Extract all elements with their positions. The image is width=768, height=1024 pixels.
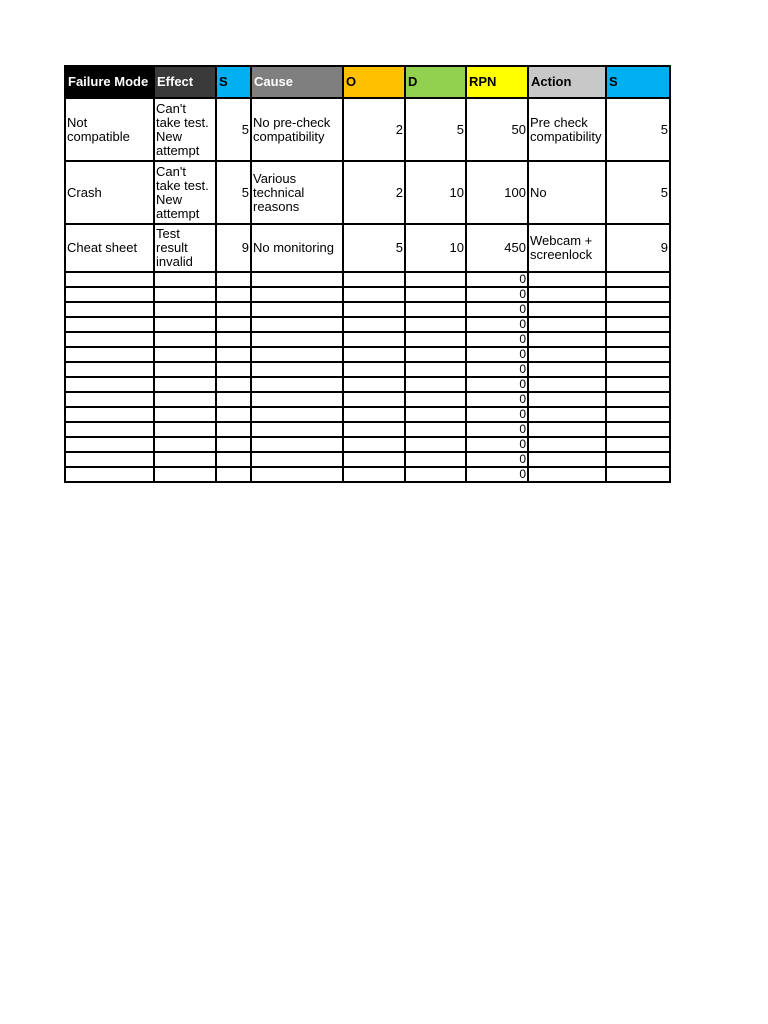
cell-action[interactable]: [528, 362, 606, 377]
cell-effect[interactable]: [154, 317, 216, 332]
cell-occurrence[interactable]: [343, 272, 405, 287]
cell-severity[interactable]: [216, 302, 251, 317]
cell-severity[interactable]: [216, 317, 251, 332]
cell-severity-after[interactable]: 5: [606, 161, 670, 224]
cell-occurrence[interactable]: [343, 332, 405, 347]
cell-occurrence[interactable]: [343, 347, 405, 362]
cell-severity-after[interactable]: [606, 287, 670, 302]
cell-effect[interactable]: [154, 272, 216, 287]
table-row: [65, 392, 670, 407]
header-row: [65, 66, 670, 98]
cell-severity-after[interactable]: [606, 437, 670, 452]
cell-action[interactable]: Webcam + screenlock: [528, 224, 606, 272]
cell-severity[interactable]: [216, 362, 251, 377]
header-severity-after[interactable]: S: [606, 66, 670, 98]
cell-failure-mode[interactable]: [65, 272, 154, 287]
cell-occurrence[interactable]: [343, 437, 405, 452]
header-detection[interactable]: D: [405, 66, 466, 98]
cell-rpn[interactable]: 0: [466, 377, 528, 392]
cell-occurrence[interactable]: 2: [343, 161, 405, 224]
cell-rpn[interactable]: 0: [466, 302, 528, 317]
cell-severity-after[interactable]: [606, 407, 670, 422]
cell-effect[interactable]: [154, 377, 216, 392]
cell-action[interactable]: [528, 422, 606, 437]
cell-detection[interactable]: [405, 407, 466, 422]
cell-severity-after[interactable]: [606, 377, 670, 392]
cell-cause[interactable]: [251, 347, 343, 362]
cell-severity-after[interactable]: 5: [606, 98, 670, 161]
cell-failure-mode[interactable]: [65, 467, 154, 482]
cell-cause[interactable]: [251, 272, 343, 287]
table-row: [65, 224, 670, 272]
cell-effect[interactable]: Can't take test. New attempt: [154, 161, 216, 224]
cell-detection[interactable]: 5: [405, 98, 466, 161]
cell-detection[interactable]: 10: [405, 224, 466, 272]
cell-failure-mode[interactable]: [65, 407, 154, 422]
cell-occurrence[interactable]: [343, 287, 405, 302]
cell-failure-mode[interactable]: [65, 392, 154, 407]
cell-failure-mode[interactable]: [65, 287, 154, 302]
table-row: [65, 332, 670, 347]
cell-rpn[interactable]: 50: [466, 98, 528, 161]
cell-cause[interactable]: [251, 332, 343, 347]
cell-cause[interactable]: [251, 377, 343, 392]
cell-action[interactable]: [528, 287, 606, 302]
table-row: [65, 377, 670, 392]
table-row: [65, 407, 670, 422]
cell-rpn[interactable]: 0: [466, 452, 528, 467]
cell-occurrence[interactable]: 5: [343, 224, 405, 272]
cell-rpn[interactable]: 0: [466, 422, 528, 437]
cell-failure-mode[interactable]: [65, 332, 154, 347]
cell-effect[interactable]: Can't take test. New attempt: [154, 98, 216, 161]
header-rpn[interactable]: RPN: [466, 66, 528, 98]
cell-effect[interactable]: [154, 452, 216, 467]
cell-severity[interactable]: [216, 392, 251, 407]
cell-occurrence[interactable]: [343, 422, 405, 437]
cell-severity[interactable]: [216, 332, 251, 347]
cell-severity[interactable]: [216, 452, 251, 467]
header-effect[interactable]: Effect: [154, 66, 216, 98]
cell-rpn[interactable]: 0: [466, 437, 528, 452]
cell-failure-mode[interactable]: [65, 317, 154, 332]
cell-severity-after[interactable]: [606, 362, 670, 377]
table-row: [65, 362, 670, 377]
cell-occurrence[interactable]: [343, 392, 405, 407]
cell-detection[interactable]: 10: [405, 161, 466, 224]
cell-occurrence[interactable]: [343, 302, 405, 317]
cell-severity[interactable]: [216, 467, 251, 482]
cell-occurrence[interactable]: [343, 452, 405, 467]
cell-detection[interactable]: [405, 317, 466, 332]
cell-action[interactable]: [528, 392, 606, 407]
table-row: [65, 272, 670, 287]
cell-severity-after[interactable]: [606, 317, 670, 332]
cell-action[interactable]: [528, 407, 606, 422]
cell-detection[interactable]: [405, 392, 466, 407]
cell-cause[interactable]: [251, 302, 343, 317]
cell-failure-mode[interactable]: [65, 422, 154, 437]
cell-action[interactable]: [528, 437, 606, 452]
cell-detection[interactable]: [405, 437, 466, 452]
cell-action[interactable]: [528, 452, 606, 467]
cell-rpn[interactable]: 0: [466, 467, 528, 482]
cell-rpn[interactable]: 0: [466, 332, 528, 347]
cell-severity[interactable]: [216, 347, 251, 362]
cell-detection[interactable]: [405, 347, 466, 362]
cell-severity-after[interactable]: [606, 272, 670, 287]
cell-severity[interactable]: [216, 422, 251, 437]
cell-failure-mode[interactable]: [65, 377, 154, 392]
cell-effect[interactable]: Test result invalid: [154, 224, 216, 272]
cell-failure-mode[interactable]: Cheat sheet: [65, 224, 154, 272]
cell-occurrence[interactable]: [343, 407, 405, 422]
cell-occurrence[interactable]: 2: [343, 98, 405, 161]
cell-severity-after[interactable]: 9: [606, 224, 670, 272]
cell-occurrence[interactable]: [343, 377, 405, 392]
cell-effect[interactable]: [154, 362, 216, 377]
cell-detection[interactable]: [405, 452, 466, 467]
table-row: [65, 287, 670, 302]
cell-action[interactable]: [528, 377, 606, 392]
table-row: [65, 467, 670, 482]
cell-cause[interactable]: No monitoring: [251, 224, 343, 272]
cell-cause[interactable]: [251, 467, 343, 482]
cell-severity[interactable]: [216, 287, 251, 302]
cell-severity-after[interactable]: [606, 347, 670, 362]
cell-detection[interactable]: [405, 377, 466, 392]
cell-cause[interactable]: [251, 437, 343, 452]
cell-cause[interactable]: Various technical reasons: [251, 161, 343, 224]
cell-severity-after[interactable]: [606, 452, 670, 467]
cell-severity[interactable]: 5: [216, 98, 251, 161]
cell-cause[interactable]: [251, 287, 343, 302]
cell-action[interactable]: [528, 302, 606, 317]
cell-occurrence[interactable]: [343, 317, 405, 332]
cell-cause[interactable]: [251, 317, 343, 332]
header-severity[interactable]: S: [216, 66, 251, 98]
cell-action[interactable]: [528, 347, 606, 362]
cell-cause[interactable]: [251, 422, 343, 437]
cell-action[interactable]: [528, 272, 606, 287]
cell-rpn[interactable]: 0: [466, 287, 528, 302]
header-failure-mode[interactable]: Failure Mode: [65, 66, 154, 98]
cell-occurrence[interactable]: [343, 362, 405, 377]
cell-failure-mode[interactable]: [65, 437, 154, 452]
cell-failure-mode[interactable]: Not compatible: [65, 98, 154, 161]
cell-effect[interactable]: [154, 332, 216, 347]
cell-effect[interactable]: [154, 422, 216, 437]
cell-severity[interactable]: [216, 407, 251, 422]
cell-detection[interactable]: [405, 272, 466, 287]
cell-cause[interactable]: [251, 392, 343, 407]
table-row: [65, 317, 670, 332]
table-row: [65, 302, 670, 317]
cell-failure-mode[interactable]: [65, 347, 154, 362]
cell-action[interactable]: Pre check compatibility: [528, 98, 606, 161]
cell-cause[interactable]: No pre-check compatibility: [251, 98, 343, 161]
cell-detection[interactable]: [405, 302, 466, 317]
cell-detection[interactable]: [405, 332, 466, 347]
cell-effect[interactable]: [154, 347, 216, 362]
cell-rpn[interactable]: 0: [466, 407, 528, 422]
cell-action[interactable]: [528, 467, 606, 482]
cell-rpn[interactable]: 450: [466, 224, 528, 272]
cell-rpn[interactable]: 0: [466, 392, 528, 407]
header-occurrence[interactable]: O: [343, 66, 405, 98]
cell-rpn[interactable]: 0: [466, 317, 528, 332]
cell-severity[interactable]: 5: [216, 161, 251, 224]
cell-effect[interactable]: [154, 407, 216, 422]
cell-rpn[interactable]: 0: [466, 362, 528, 377]
cell-effect[interactable]: [154, 287, 216, 302]
cell-rpn[interactable]: 0: [466, 347, 528, 362]
cell-detection[interactable]: [405, 287, 466, 302]
header-action[interactable]: Action: [528, 66, 606, 98]
cell-severity-after[interactable]: [606, 392, 670, 407]
cell-failure-mode[interactable]: [65, 302, 154, 317]
cell-action[interactable]: No: [528, 161, 606, 224]
cell-detection[interactable]: [405, 467, 466, 482]
cell-action[interactable]: [528, 317, 606, 332]
cell-cause[interactable]: [251, 407, 343, 422]
table-row: [65, 422, 670, 437]
table-row: [65, 161, 670, 224]
table-row: [65, 347, 670, 362]
cell-failure-mode[interactable]: [65, 362, 154, 377]
cell-severity[interactable]: [216, 377, 251, 392]
cell-effect[interactable]: [154, 467, 216, 482]
cell-action[interactable]: [528, 332, 606, 347]
cell-occurrence[interactable]: [343, 467, 405, 482]
cell-severity[interactable]: 9: [216, 224, 251, 272]
cell-cause[interactable]: [251, 452, 343, 467]
fmea-table: [64, 65, 671, 483]
table-row: [65, 452, 670, 467]
cell-detection[interactable]: [405, 422, 466, 437]
header-cause[interactable]: Cause: [251, 66, 343, 98]
cell-severity[interactable]: [216, 272, 251, 287]
cell-failure-mode[interactable]: [65, 452, 154, 467]
cell-severity-after[interactable]: [606, 422, 670, 437]
cell-severity[interactable]: [216, 437, 251, 452]
table-row: [65, 98, 670, 161]
cell-rpn[interactable]: 100: [466, 161, 528, 224]
cell-detection[interactable]: [405, 362, 466, 377]
cell-rpn[interactable]: 0: [466, 272, 528, 287]
cell-cause[interactable]: [251, 362, 343, 377]
cell-effect[interactable]: [154, 437, 216, 452]
cell-effect[interactable]: [154, 392, 216, 407]
cell-effect[interactable]: [154, 302, 216, 317]
cell-failure-mode[interactable]: Crash: [65, 161, 154, 224]
cell-severity-after[interactable]: [606, 332, 670, 347]
cell-severity-after[interactable]: [606, 467, 670, 482]
table-row: [65, 437, 670, 452]
cell-severity-after[interactable]: [606, 302, 670, 317]
